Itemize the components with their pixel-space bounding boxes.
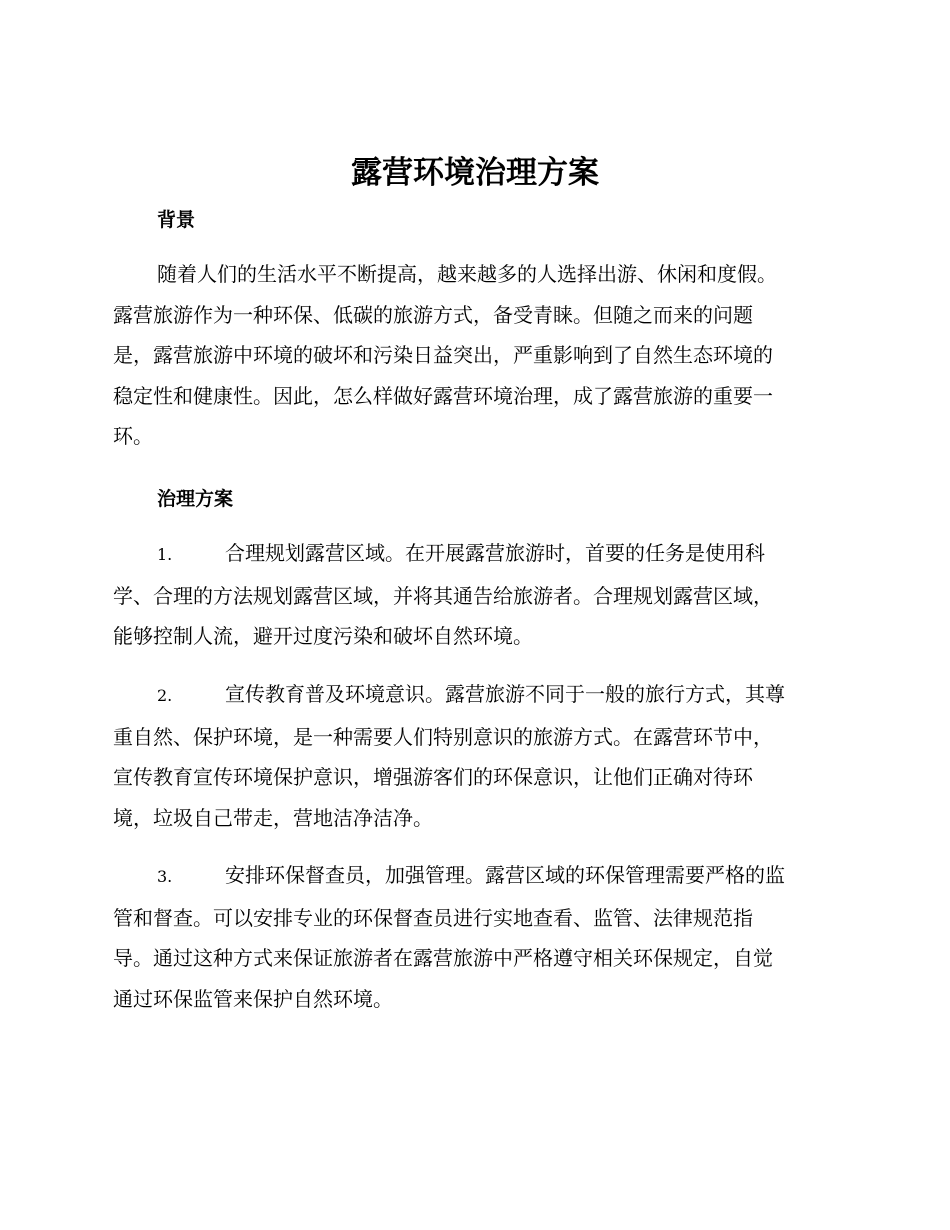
plan-item-3 bbox=[113, 855, 833, 1019]
list-item-number: 3. bbox=[157, 867, 173, 886]
paragraph-line: 宣传教育普及环境意识。露营旅游不同于一般的旅行方式，其尊 bbox=[225, 682, 785, 706]
paragraph-line: 导。通过这种方式来保证旅游者在露营旅游中严格遵守相关环保规定，自觉 bbox=[113, 946, 773, 970]
paragraph-line: 宣传教育宣传环境保护意识，增强游客们的环保意识，让他们正确对待环 bbox=[113, 765, 753, 789]
list-item-number: 2. bbox=[157, 686, 173, 705]
paragraph-line: 安排环保督查员，加强管理。露营区域的环保管理需要严格的监 bbox=[225, 863, 785, 887]
section-heading-background: 背景 bbox=[157, 209, 196, 231]
paragraph-line: 合理规划露营区域。在开展露营旅游时，首要的任务是使用科 bbox=[225, 541, 765, 565]
paragraph-line: 环。 bbox=[113, 424, 153, 448]
paragraph-line: 管和督查。可以安排专业的环保督查员进行实地查看、监管、法律规范指 bbox=[113, 905, 753, 930]
paragraph-line: 稳定性和健康性。因此，怎么样做好露营环境治理，成了露营旅游的重要一 bbox=[113, 383, 773, 408]
paragraph-line: 是，露营旅游中环境的破坏和污染日益突出，严重影响到了自然生态环境的 bbox=[113, 343, 773, 367]
paragraph-line: 露营旅游作为一种环保、低碳的旅游方式，备受青睐。但随之而来的问题 bbox=[113, 302, 753, 327]
document-title: 露营环境治理方案 bbox=[351, 155, 599, 191]
paragraph-line: 随着人们的生活水平不断提高，越来越多的人选择出游、休闲和度假。 bbox=[157, 262, 777, 286]
paragraph-line: 重自然、保护环境，是一种需要人们特别意识的旅游方式。在露营环节中， bbox=[113, 724, 773, 749]
paragraph-line: 境，垃圾自己带走，营地洁净洁净。 bbox=[113, 805, 433, 830]
background-paragraph bbox=[113, 254, 833, 457]
paragraph-line: 学、合理的方法规划露营区域，并将其通告给旅游者。合理规划露营区域， bbox=[113, 583, 773, 608]
plan-item-1 bbox=[113, 533, 833, 657]
list-item-number: 1. bbox=[157, 545, 173, 564]
section-heading-plan: 治理方案 bbox=[157, 488, 234, 510]
plan-item-2 bbox=[113, 674, 833, 838]
paragraph-line: 能够控制人流，避开过度污染和破坏自然环境。 bbox=[113, 624, 533, 648]
paragraph-line: 通过环保监管来保护自然环境。 bbox=[113, 986, 393, 1011]
